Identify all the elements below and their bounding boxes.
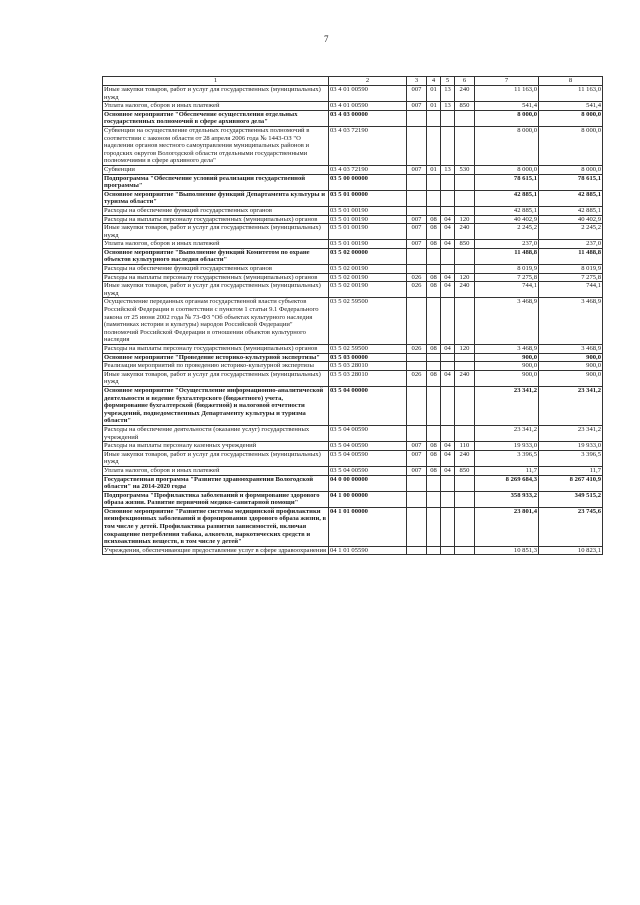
subsection-code: 04 — [441, 370, 455, 386]
row-name: Учреждения, обеспечивающие предоставление услуг в сфере здравоохранения — [103, 546, 329, 555]
department-code: 026 — [407, 273, 427, 282]
amount-column-7: 8 000,0 — [475, 110, 539, 126]
subsection-code: 04 — [441, 345, 455, 354]
amount-column-7: 3 468,9 — [475, 298, 539, 345]
amount-column-8: 3 468,9 — [539, 298, 603, 345]
expense-type-code — [455, 546, 475, 555]
amount-column-8: 237,0 — [539, 240, 603, 249]
table-row — [103, 345, 603, 354]
department-code — [407, 353, 427, 362]
classification-code: 03 5 01 00190 — [329, 240, 407, 249]
amount-column-7: 3 396,5 — [475, 450, 539, 466]
expense-type-code — [455, 475, 475, 491]
section-code — [427, 206, 441, 215]
amount-column-8: 40 402,9 — [539, 215, 603, 224]
section-code: 01 — [427, 102, 441, 111]
subsection-code — [441, 126, 455, 165]
amount-column-8: 42 885,1 — [539, 190, 603, 206]
classification-code: 03 5 02 59500 — [329, 345, 407, 354]
table-row — [103, 298, 603, 345]
row-name: Расходы на выплаты персоналу государственных (муниципальных) органов — [103, 345, 329, 354]
amount-column-7: 8 000,0 — [475, 165, 539, 174]
amount-column-7: 11,7 — [475, 466, 539, 475]
expense-type-code — [455, 425, 475, 441]
row-name: Иные закупки товаров, работ и услуг для государственных (муниципальных) нужд — [103, 370, 329, 386]
section-code: 01 — [427, 86, 441, 102]
table-row — [103, 546, 603, 555]
classification-code: 03 5 03 00000 — [329, 353, 407, 362]
table-row — [103, 450, 603, 466]
amount-column-7: 8 019,9 — [475, 265, 539, 274]
classification-code: 03 5 02 00000 — [329, 248, 407, 264]
expense-type-code: 110 — [455, 442, 475, 451]
expense-type-code: 240 — [455, 450, 475, 466]
department-code — [407, 425, 427, 441]
amount-column-8: 744,1 — [539, 282, 603, 298]
subsection-code — [441, 491, 455, 507]
row-name: Уплата налогов, сборов и иных платежей — [103, 102, 329, 111]
classification-code: 03 5 01 00190 — [329, 206, 407, 215]
header-cell: 7 — [475, 77, 539, 86]
row-name: Подпрограмма "Профилактика заболеваний и формирование здорового образа жизни. Развитие первичной медико-санитарной помощи" — [103, 491, 329, 507]
department-code — [407, 475, 427, 491]
classification-code: 03 4 01 00590 — [329, 86, 407, 102]
subsection-code — [441, 248, 455, 264]
amount-column-8: 23 341,2 — [539, 386, 603, 425]
row-name: Расходы на выплаты персоналу государственных (муниципальных) органов — [103, 273, 329, 282]
department-code: 007 — [407, 86, 427, 102]
table-row — [103, 110, 603, 126]
department-code — [407, 248, 427, 264]
amount-column-8: 3 468,9 — [539, 345, 603, 354]
section-code — [427, 265, 441, 274]
section-code — [427, 353, 441, 362]
row-name: Государственная программа "Развитие здравоохранения Вологодской области" на 2014-2020 годы — [103, 475, 329, 491]
classification-code: 03 4 03 72190 — [329, 126, 407, 165]
section-code: 08 — [427, 215, 441, 224]
header-cell: 5 — [441, 77, 455, 86]
department-code — [407, 507, 427, 546]
classification-code: 03 5 00 00000 — [329, 174, 407, 190]
expense-type-code — [455, 362, 475, 371]
row-name: Осуществление переданных органам государственной власти субъектов Российской Федерации в соответствии с пунктом 1 статьи 9.1 Федерального закона от 25 июня 2002 года № 73-ФЗ "Об объектах культурного наследия (памятниках истории и культуры) народов Российской Федерации" полномочий Российской Федерации в отношении объектов культурного наследия — [103, 298, 329, 345]
subsection-code — [441, 265, 455, 274]
section-code — [427, 190, 441, 206]
amount-column-7: 23 341,2 — [475, 425, 539, 441]
amount-column-7: 10 851,3 — [475, 546, 539, 555]
row-name: Основное мероприятие "Осуществление информационно-аналитической деятельности и ведение бухгалтерского (бюджетного) учета, формирование бухгалтерской (бюджетной) и налоговой отчетности учреждений, подведомственных Департаменту культуры и туризма области" — [103, 386, 329, 425]
amount-column-8: 349 515,2 — [539, 491, 603, 507]
subsection-code — [441, 475, 455, 491]
subsection-code: 04 — [441, 450, 455, 466]
department-code — [407, 265, 427, 274]
department-code: 007 — [407, 450, 427, 466]
subsection-code — [441, 425, 455, 441]
subsection-code — [441, 298, 455, 345]
department-code: 007 — [407, 165, 427, 174]
amount-column-7: 900,0 — [475, 370, 539, 386]
section-code — [427, 425, 441, 441]
amount-column-7: 2 245,2 — [475, 224, 539, 240]
table-row — [103, 362, 603, 371]
department-code: 007 — [407, 240, 427, 249]
table-row — [103, 466, 603, 475]
subsection-code — [441, 386, 455, 425]
expense-type-code: 850 — [455, 466, 475, 475]
amount-column-7: 541,4 — [475, 102, 539, 111]
header-cell: 6 — [455, 77, 475, 86]
amount-column-7: 23 341,2 — [475, 386, 539, 425]
table-row — [103, 86, 603, 102]
expense-type-code — [455, 190, 475, 206]
amount-column-8: 11,7 — [539, 466, 603, 475]
subsection-code: 04 — [441, 240, 455, 249]
expense-type-code: 240 — [455, 370, 475, 386]
classification-code: 04 1 01 00000 — [329, 507, 407, 546]
section-code: 08 — [427, 224, 441, 240]
amount-column-8: 7 275,8 — [539, 273, 603, 282]
amount-column-8: 3 396,5 — [539, 450, 603, 466]
amount-column-7: 900,0 — [475, 353, 539, 362]
amount-column-7: 78 615,1 — [475, 174, 539, 190]
amount-column-8: 23 745,6 — [539, 507, 603, 546]
header-cell: 8 — [539, 77, 603, 86]
expense-type-code: 240 — [455, 86, 475, 102]
department-code: 026 — [407, 345, 427, 354]
row-name: Иные закупки товаров, работ и услуг для государственных (муниципальных) нужд — [103, 224, 329, 240]
section-code — [427, 126, 441, 165]
department-code: 007 — [407, 442, 427, 451]
subsection-code — [441, 190, 455, 206]
table-row — [103, 126, 603, 165]
subsection-code: 04 — [441, 224, 455, 240]
classification-code: 03 5 03 28010 — [329, 370, 407, 386]
section-code — [427, 110, 441, 126]
row-name: Расходы на выплаты персоналу государственных (муниципальных) органов — [103, 215, 329, 224]
table-row — [103, 174, 603, 190]
section-code — [427, 298, 441, 345]
classification-code: 03 5 02 00190 — [329, 282, 407, 298]
header-cell: 4 — [427, 77, 441, 86]
department-code — [407, 110, 427, 126]
section-code — [427, 362, 441, 371]
subsection-code: 04 — [441, 466, 455, 475]
amount-column-7: 42 885,1 — [475, 190, 539, 206]
expense-type-code: 530 — [455, 165, 475, 174]
expense-type-code — [455, 507, 475, 546]
section-code: 08 — [427, 442, 441, 451]
expense-type-code: 850 — [455, 240, 475, 249]
classification-code: 03 4 03 00000 — [329, 110, 407, 126]
row-name: Иные закупки товаров, работ и услуг для государственных (муниципальных) нужд — [103, 86, 329, 102]
section-code — [427, 475, 441, 491]
amount-column-7: 40 402,9 — [475, 215, 539, 224]
table-row — [103, 190, 603, 206]
amount-column-7: 3 468,9 — [475, 345, 539, 354]
expense-type-code: 850 — [455, 102, 475, 111]
expense-type-code: 120 — [455, 215, 475, 224]
expense-type-code — [455, 248, 475, 264]
amount-column-8: 23 341,2 — [539, 425, 603, 441]
table-header-row — [103, 77, 603, 86]
department-code — [407, 190, 427, 206]
row-name: Основное мероприятие "Развитие системы медицинской профилактики неинфекционных заболеваний и формирования здорового образа жизни, в том числе у детей. Профилактика развития зависимостей, включая сокращение потребления табака, алкоголя, наркотических средств и психоактивных веществ, в том числе у детей" — [103, 507, 329, 546]
subsection-code — [441, 174, 455, 190]
header-cell: 3 — [407, 77, 427, 86]
subsection-code: 04 — [441, 273, 455, 282]
table-row — [103, 353, 603, 362]
subsection-code: 13 — [441, 165, 455, 174]
classification-code: 04 0 00 00000 — [329, 475, 407, 491]
expense-type-code — [455, 126, 475, 165]
expense-type-code — [455, 206, 475, 215]
department-code: 007 — [407, 215, 427, 224]
row-name: Субвенции — [103, 165, 329, 174]
row-name: Расходы на выплаты персоналу казенных учреждений — [103, 442, 329, 451]
classification-code: 03 5 04 00590 — [329, 442, 407, 451]
expense-type-code — [455, 386, 475, 425]
amount-column-7: 900,0 — [475, 362, 539, 371]
amount-column-8: 8 000,0 — [539, 165, 603, 174]
amount-column-7: 8 269 684,3 — [475, 475, 539, 491]
table-row — [103, 224, 603, 240]
row-name: Основное мероприятие "Проведение историко-культурной экспертизы" — [103, 353, 329, 362]
department-code — [407, 362, 427, 371]
classification-code: 03 5 01 00190 — [329, 224, 407, 240]
table-row — [103, 265, 603, 274]
amount-column-8: 78 615,1 — [539, 174, 603, 190]
row-name: Основное мероприятие "Обеспечение осуществления отдельных государственных полномочий в сфере архивного дела" — [103, 110, 329, 126]
section-code: 08 — [427, 466, 441, 475]
section-code: 08 — [427, 240, 441, 249]
amount-column-8: 900,0 — [539, 362, 603, 371]
classification-code: 03 5 03 28010 — [329, 362, 407, 371]
amount-column-7: 23 801,4 — [475, 507, 539, 546]
amount-column-8: 900,0 — [539, 353, 603, 362]
expense-type-code: 120 — [455, 273, 475, 282]
row-name: Реализация мероприятий по проведению историко-культурной экспертизы — [103, 362, 329, 371]
section-code: 01 — [427, 165, 441, 174]
section-code: 08 — [427, 450, 441, 466]
section-code — [427, 546, 441, 555]
amount-column-7: 42 885,1 — [475, 206, 539, 215]
table-row — [103, 240, 603, 249]
section-code — [427, 507, 441, 546]
table-row — [103, 507, 603, 546]
row-name: Расходы на обеспечение функций государственных органов — [103, 206, 329, 215]
subsection-code — [441, 110, 455, 126]
row-name: Уплата налогов, сборов и иных платежей — [103, 240, 329, 249]
classification-code: 03 5 02 59500 — [329, 298, 407, 345]
table-row — [103, 165, 603, 174]
amount-column-8: 8 000,0 — [539, 110, 603, 126]
expense-type-code — [455, 110, 475, 126]
department-code: 007 — [407, 224, 427, 240]
table-row — [103, 248, 603, 264]
amount-column-7: 8 000,0 — [475, 126, 539, 165]
classification-code: 03 4 03 72190 — [329, 165, 407, 174]
table-row — [103, 386, 603, 425]
row-name: Подпрограмма "Обеспечение условий реализации государственной программы" — [103, 174, 329, 190]
amount-column-8: 19 933,0 — [539, 442, 603, 451]
budget-table — [102, 76, 603, 555]
classification-code: 03 5 02 00190 — [329, 273, 407, 282]
department-code — [407, 298, 427, 345]
department-code: 026 — [407, 370, 427, 386]
amount-column-8: 2 245,2 — [539, 224, 603, 240]
subsection-code: 04 — [441, 215, 455, 224]
expense-type-code — [455, 353, 475, 362]
department-code: 026 — [407, 282, 427, 298]
expense-type-code: 240 — [455, 224, 475, 240]
amount-column-7: 237,0 — [475, 240, 539, 249]
amount-column-8: 11 488,8 — [539, 248, 603, 264]
table-row — [103, 425, 603, 441]
department-code — [407, 546, 427, 555]
section-code — [427, 491, 441, 507]
row-name: Иные закупки товаров, работ и услуг для государственных (муниципальных) нужд — [103, 282, 329, 298]
table-row — [103, 273, 603, 282]
row-name: Иные закупки товаров, работ и услуг для государственных (муниципальных) нужд — [103, 450, 329, 466]
subsection-code: 13 — [441, 86, 455, 102]
section-code: 08 — [427, 345, 441, 354]
section-code — [427, 174, 441, 190]
expense-type-code — [455, 298, 475, 345]
subsection-code — [441, 507, 455, 546]
amount-column-8: 11 163,0 — [539, 86, 603, 102]
amount-column-8: 8 019,9 — [539, 265, 603, 274]
row-name: Расходы на обеспечение функций государственных органов — [103, 265, 329, 274]
table-row — [103, 282, 603, 298]
header-cell: 2 — [329, 77, 407, 86]
expense-type-code — [455, 491, 475, 507]
amount-column-8: 42 885,1 — [539, 206, 603, 215]
subsection-code: 13 — [441, 102, 455, 111]
table-row — [103, 370, 603, 386]
row-name: Основное мероприятие "Выполнение функций Комитетом по охране объектов культурного наследия области" — [103, 248, 329, 264]
subsection-code: 04 — [441, 442, 455, 451]
department-code: 007 — [407, 102, 427, 111]
row-name: Основное мероприятие "Выполнение функций Департамента культуры и туризма области" — [103, 190, 329, 206]
amount-column-7: 11 163,0 — [475, 86, 539, 102]
table-row — [103, 215, 603, 224]
subsection-code: 04 — [441, 282, 455, 298]
amount-column-8: 10 823,1 — [539, 546, 603, 555]
amount-column-8: 8 000,0 — [539, 126, 603, 165]
row-name: Уплата налогов, сборов и иных платежей — [103, 466, 329, 475]
section-code — [427, 386, 441, 425]
subsection-code — [441, 546, 455, 555]
classification-code: 03 5 01 00000 — [329, 190, 407, 206]
department-code — [407, 491, 427, 507]
amount-column-7: 744,1 — [475, 282, 539, 298]
subsection-code — [441, 353, 455, 362]
expense-type-code: 120 — [455, 345, 475, 354]
classification-code: 04 1 01 05590 — [329, 546, 407, 555]
department-code — [407, 126, 427, 165]
department-code: 007 — [407, 466, 427, 475]
table-row — [103, 206, 603, 215]
classification-code: 03 5 02 00190 — [329, 265, 407, 274]
classification-code: 03 5 01 00190 — [329, 215, 407, 224]
department-code — [407, 174, 427, 190]
section-code: 08 — [427, 370, 441, 386]
table-row — [103, 491, 603, 507]
classification-code: 03 5 04 00590 — [329, 450, 407, 466]
row-name: Субвенции на осуществление отдельных государственных полномочий в соответствии с законом области от 28 апреля 2006 года № 1443-ОЗ "О наделении органов местного самоуправления муниципальных районов и городских округов Вологодской области отдельными государственными полномочиями в сфере архивного дела" — [103, 126, 329, 165]
expense-type-code: 240 — [455, 282, 475, 298]
header-cell: 1 — [103, 77, 329, 86]
amount-column-8: 8 267 410,9 — [539, 475, 603, 491]
table-row — [103, 102, 603, 111]
classification-code: 03 5 04 00000 — [329, 386, 407, 425]
expense-type-code — [455, 174, 475, 190]
table-row — [103, 442, 603, 451]
classification-code: 03 5 04 00590 — [329, 425, 407, 441]
classification-code: 03 5 04 00590 — [329, 466, 407, 475]
section-code — [427, 248, 441, 264]
department-code — [407, 206, 427, 215]
subsection-code — [441, 206, 455, 215]
amount-column-7: 7 275,8 — [475, 273, 539, 282]
row-name: Расходы на обеспечение деятельности (оказание услуг) государственных учреждений — [103, 425, 329, 441]
classification-code: 03 4 01 00590 — [329, 102, 407, 111]
section-code: 08 — [427, 273, 441, 282]
amount-column-7: 358 933,2 — [475, 491, 539, 507]
expense-type-code — [455, 265, 475, 274]
section-code: 08 — [427, 282, 441, 298]
amount-column-8: 541,4 — [539, 102, 603, 111]
subsection-code — [441, 362, 455, 371]
amount-column-8: 900,0 — [539, 370, 603, 386]
page-number: 7 — [324, 34, 329, 44]
table-row — [103, 475, 603, 491]
classification-code: 04 1 00 00000 — [329, 491, 407, 507]
amount-column-7: 19 933,0 — [475, 442, 539, 451]
department-code — [407, 386, 427, 425]
amount-column-7: 11 488,8 — [475, 248, 539, 264]
